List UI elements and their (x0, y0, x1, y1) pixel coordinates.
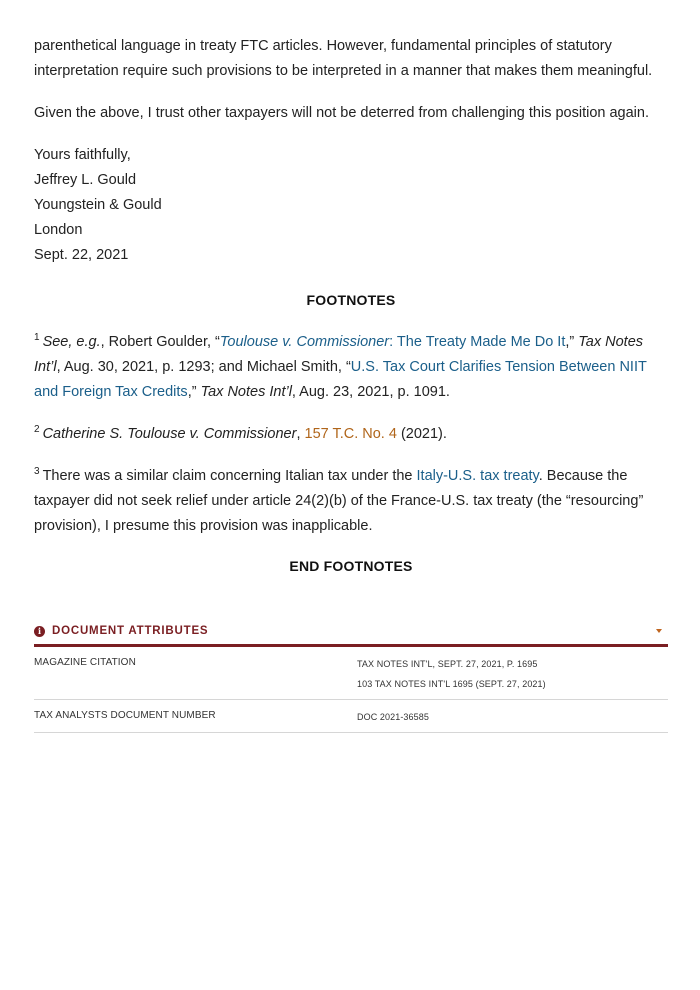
attribute-label: TAX ANALYSTS DOCUMENT NUMBER (34, 710, 216, 721)
publication-name: Tax Notes Int’l (200, 384, 292, 400)
signature-city: London (34, 222, 83, 238)
footnote-number: 3 (34, 466, 40, 478)
document-attributes-toggle[interactable] (34, 620, 668, 647)
attribute-row (34, 700, 668, 733)
footnote-text: There was a similar claim concerning Italian tax under the (42, 468, 417, 484)
footnotes-heading: FOOTNOTES (306, 292, 396, 308)
body-paragraph: parenthetical language in treaty FTC articles. However, fundamental principles of statutory interpretation require such provisions to be interpreted in a manner that makes them meaningful. (34, 38, 653, 79)
article-link-text: : The Treaty Made Me Do It (389, 334, 566, 350)
document-attributes-panel (34, 620, 668, 733)
footnote-1 (34, 330, 668, 405)
document-attributes-header (34, 625, 208, 637)
footnote-number: 1 (34, 332, 40, 344)
footnote-text: ,” (565, 334, 579, 350)
article-link-italic: Toulouse v. Commissioner (219, 334, 390, 350)
case-name: Catherine S. Toulouse v. Commissioner (42, 426, 297, 442)
chevron-down-icon[interactable] (656, 629, 662, 633)
signature-block (34, 143, 668, 268)
footnote-3 (34, 464, 668, 539)
citation-signal: See, e.g. (42, 334, 101, 350)
footnote-text: , (296, 426, 305, 442)
footnote-number: 2 (34, 424, 40, 436)
footnote-2 (34, 422, 668, 447)
article-link-toulouse[interactable] (220, 334, 565, 350)
attribute-label: MAGAZINE CITATION (34, 657, 136, 668)
footnote-text: (2021). (396, 426, 447, 442)
attribute-value: TAX NOTES INT'L, SEPT. 27, 2021, P. 1695 (357, 659, 538, 669)
treaty-link[interactable]: Italy-U.S. tax treaty (416, 468, 539, 484)
signature-name: Jeffrey L. Gould (34, 172, 137, 188)
attribute-value: DOC 2021-36585 (357, 712, 429, 722)
signature-date: Sept. 22, 2021 (34, 247, 129, 263)
attribute-value: 103 TAX NOTES INT'L 1695 (SEPT. 27, 2021) (357, 679, 546, 689)
attribute-values (357, 709, 668, 724)
footnote-text: , Aug. 30, 2021, p. 1293; and Michael Smith, “ (56, 359, 351, 375)
publication-name: Tax Notes Int’l (34, 334, 644, 375)
footnote-text: . Because the taxpayer did not seek relief under article 24(2)(b) of the France-U.S. tax treaty (the “resourcing” provision), I presume this provision was inapplicable. (34, 468, 644, 534)
signature-closing: Yours faithfully, (34, 147, 131, 163)
info-icon: i (34, 626, 45, 637)
document-attributes-title: DOCUMENT ATTRIBUTES (52, 625, 209, 637)
case-citation-link[interactable]: 157 T.C. No. 4 (304, 426, 397, 442)
body-paragraph: Given the above, I trust other taxpayers will not be deterred from challenging this position again. (34, 105, 649, 121)
attribute-row (34, 647, 668, 700)
end-footnotes-heading: END FOOTNOTES (289, 558, 413, 574)
footnote-text: , Robert Goulder, “ (100, 334, 220, 350)
signature-firm: Youngstein & Gould (34, 197, 162, 213)
footnote-text: , Aug. 23, 2021, p. 1091. (291, 384, 450, 400)
attribute-values (357, 656, 668, 691)
article-link-niit[interactable]: U.S. Tax Court Clarifies Tension Between NIIT and Foreign Tax Credits (34, 359, 647, 400)
footnote-text: ,” (187, 384, 201, 400)
